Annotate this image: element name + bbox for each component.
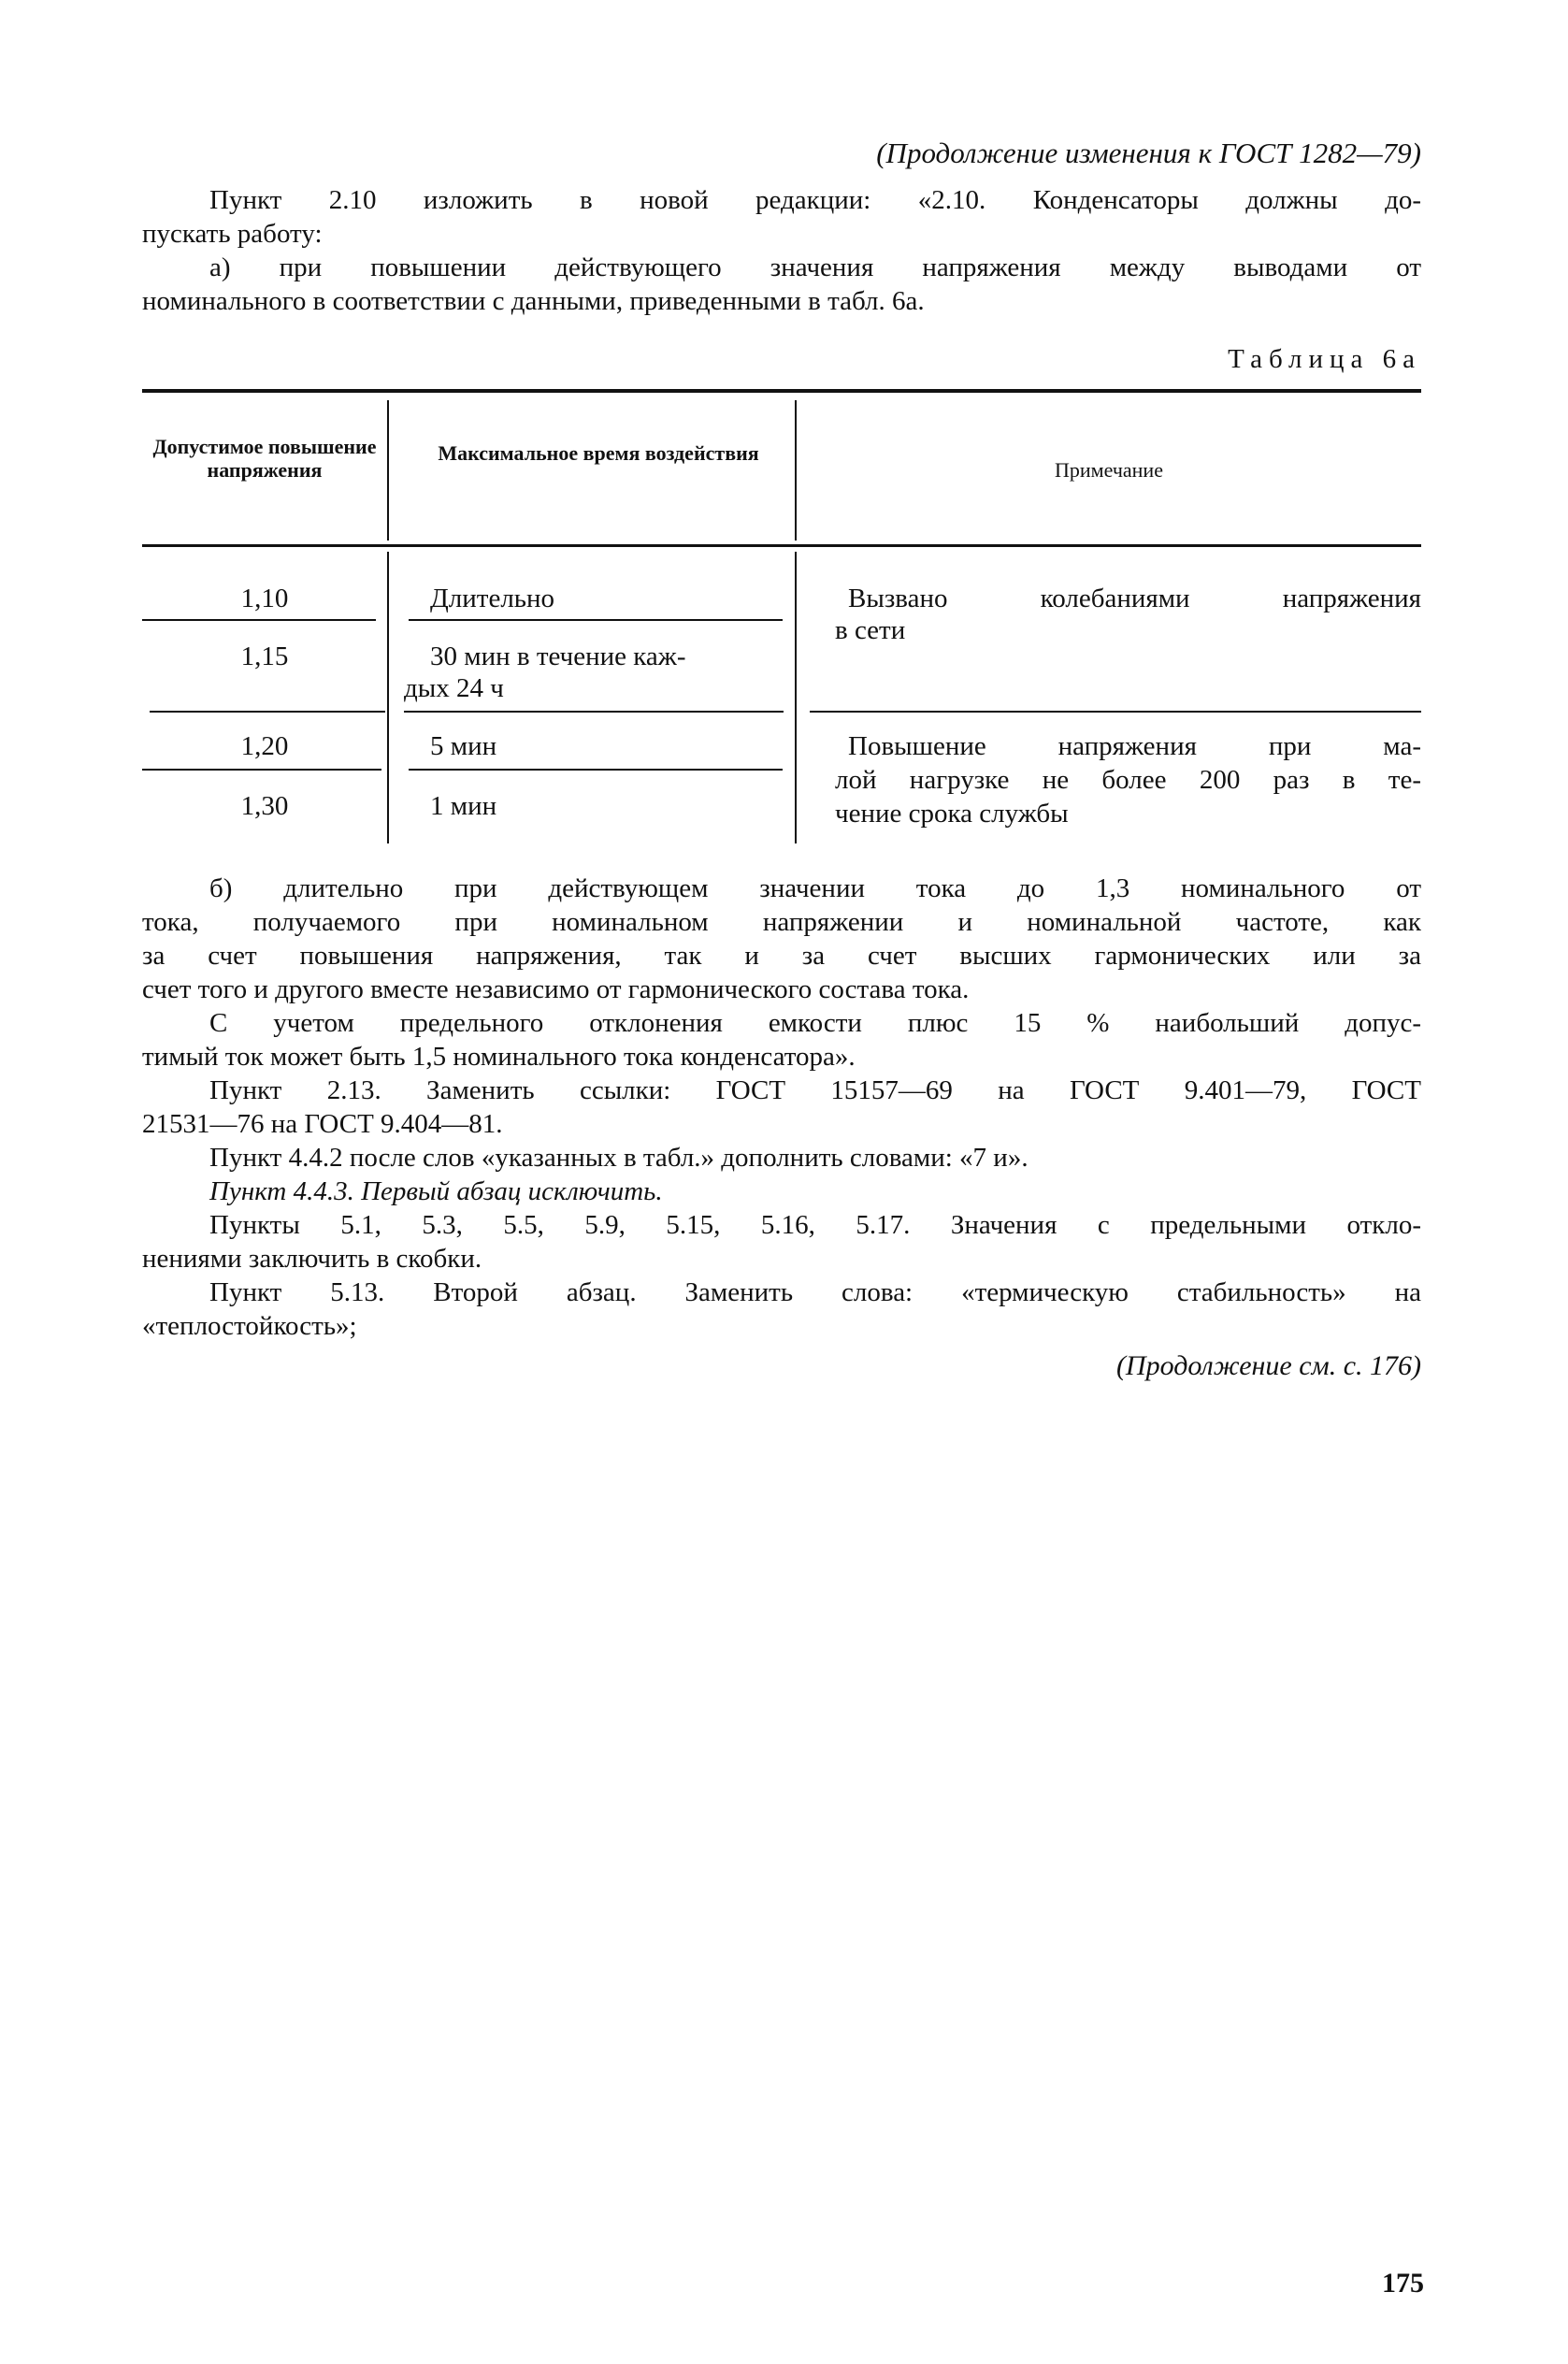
text-line: пускать работу: bbox=[142, 219, 323, 249]
text-line: Вызвано колебаниями напряжения bbox=[848, 584, 1421, 613]
divider bbox=[387, 400, 389, 541]
text-line: Повышение напряжения при ма- bbox=[848, 731, 1421, 761]
note-1 bbox=[848, 582, 1421, 615]
text-line: Пункты 5.1, 5.3, 5.5, 5.9, 5.15, 5.16, 5.17. Значения с предельными откло- bbox=[209, 1210, 1421, 1240]
text-line: «теплостойкость»; bbox=[142, 1311, 357, 1341]
cell-voltage: 1,20 bbox=[240, 731, 289, 761]
text-line: Пункт 4.4.3. Первый абзац исключить. bbox=[209, 1176, 663, 1206]
header-voltage: Допустимое повышение напряжения bbox=[152, 435, 377, 482]
note-2 bbox=[848, 729, 1421, 763]
table-caption: Таблица 6а bbox=[1228, 344, 1421, 374]
text-line: тимый ток может быть 1,5 номинального тока конденсатора». bbox=[142, 1042, 856, 1072]
divider bbox=[795, 552, 797, 843]
cell-time: 30 мин в течение каж- bbox=[430, 641, 686, 671]
cell-voltage: 1,15 bbox=[240, 641, 289, 671]
note-1-cont: в сети bbox=[835, 615, 906, 645]
table-top-rule bbox=[142, 389, 1421, 393]
row-rule bbox=[409, 769, 783, 771]
header-note: Примечание bbox=[1055, 458, 1163, 482]
running-header: (Продолжение изменения к ГОСТ 1282—79) bbox=[876, 137, 1421, 169]
text-line: 21531—76 на ГОСТ 9.404—81. bbox=[142, 1109, 503, 1139]
divider bbox=[387, 552, 389, 843]
text-line: тока, получаемого при номинальном напряжении и номинальной частоте, как bbox=[142, 907, 1421, 937]
text-line: счет того и другого вместе независимо от гармонического состава тока. bbox=[142, 974, 970, 1004]
body-text bbox=[142, 872, 1421, 1343]
text-line: Пункт 2.10 изложить в новой редакции: «2.10. Конденсаторы должны до- bbox=[209, 185, 1421, 215]
row-rule bbox=[142, 769, 381, 771]
text-line: б) длительно при действующем значении тока до 1,3 номинального от bbox=[209, 873, 1421, 903]
text-line: чение срока службы bbox=[835, 799, 1069, 829]
table-header-rule bbox=[142, 544, 1421, 547]
text-line: Пункт 4.4.2 после слов «указанных в табл.» дополнить словами: «7 и». bbox=[209, 1143, 1029, 1173]
row-rule bbox=[150, 711, 385, 713]
text-line: за счет повышения напряжения, так и за счет высших гармонических или за bbox=[142, 941, 1421, 971]
header-time: Максимальное время воздействия bbox=[438, 441, 759, 465]
text-line: нениями заключить в скобки. bbox=[142, 1244, 482, 1274]
text-line: лой нагрузке не более 200 раз в те- bbox=[835, 765, 1421, 795]
continuation-note: (Продолжение см. с. 176) bbox=[1115, 1350, 1421, 1381]
text-line: С учетом предельного отклонения емкости плюс 15 % наибольший допус- bbox=[209, 1008, 1421, 1038]
paragraph-2-10 bbox=[142, 183, 1421, 318]
cell-time: 5 мин bbox=[430, 731, 497, 761]
text-line: Пункт 5.13. Второй абзац. Заменить слова: «термическую стабильность» на bbox=[209, 1277, 1421, 1307]
row-rule bbox=[810, 711, 1421, 713]
text-line: номинального в соответствии с данными, приведенными в табл. 6а. bbox=[142, 286, 925, 316]
cell-voltage: 1,30 bbox=[240, 791, 289, 821]
note-2-cont bbox=[835, 763, 1421, 830]
text-line: а) при повышении действующего значения напряжения между выводами от bbox=[209, 252, 1421, 282]
text-line: Пункт 2.13. Заменить ссылки: ГОСТ 15157—69 на ГОСТ 9.401—79, ГОСТ bbox=[209, 1075, 1421, 1105]
cell-time: 1 мин bbox=[430, 791, 497, 821]
page-number: 175 bbox=[1382, 2268, 1424, 2299]
cell-voltage: 1,10 bbox=[240, 584, 289, 613]
cell-time: дых 24 ч bbox=[404, 673, 504, 703]
row-rule bbox=[142, 619, 376, 621]
row-rule bbox=[409, 619, 783, 621]
row-rule bbox=[404, 711, 784, 713]
cell-time: Длительно bbox=[430, 584, 555, 613]
